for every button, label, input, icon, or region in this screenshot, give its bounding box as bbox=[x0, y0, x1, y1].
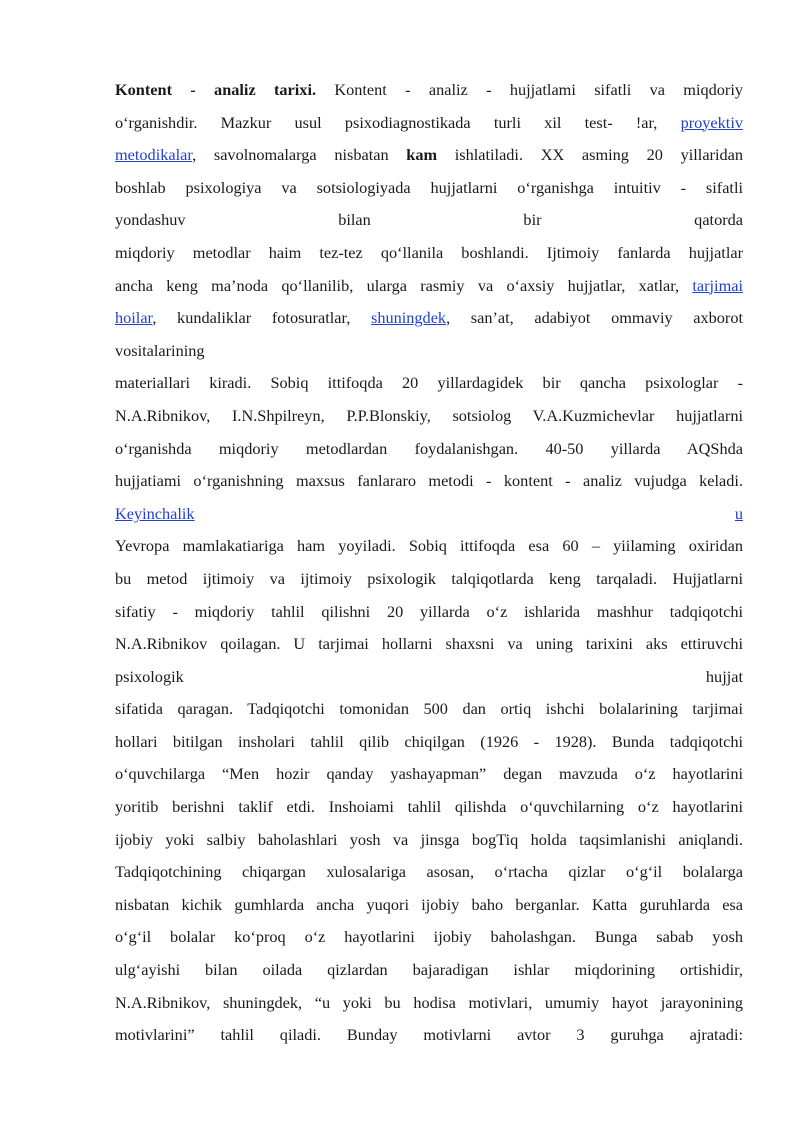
text-line: sifatida qaragan. Tadqiqotchi tomonidan 500 dan ortiq ishchi bolalarining tarjimai bbox=[115, 699, 743, 719]
text-line: ulg‘ayishi bilan oilada qizlardan bajaradigan ishlar miqdorining ortishidir, bbox=[115, 960, 743, 980]
text-line: yoritib berishni taklif etdi. Inshoiami tahlil qilishda o‘quvchilarning o‘z hayotlarini bbox=[115, 797, 743, 817]
link-keyinchalik[interactable]: Keyinchalik bbox=[115, 503, 195, 523]
text-line: yondashuv bilan bir qatorda bbox=[115, 210, 743, 230]
text-line: nisbatan kichik gumhlarda ancha yuqori ijobiy baho berganlar. Katta guruhlarda esa bbox=[115, 894, 743, 914]
text-line: hollari bitilgan insholari tahlil qilib chiqilgan (1926 - 1928). Bunda tadqiqotchi bbox=[115, 731, 743, 751]
link-shuningdek[interactable]: shuningdek bbox=[370, 308, 447, 328]
text-line: o‘quvchilarga “Men hozir qanday yashayapman” degan mavzuda o‘z hayotlarini bbox=[115, 764, 743, 784]
text-line: N.A.Ribnikov, shuningdek, “u yoki bu hodisa motivlari, umumiy hayot jarayonining bbox=[115, 992, 743, 1012]
text-line: boshlab psixologiya va sotsiologiyada hujjatlarni o‘rganishga intuitiv - sifatli bbox=[115, 177, 743, 197]
link-tarjimai[interactable]: tarjimai bbox=[692, 275, 743, 295]
link-metodikalar[interactable]: metodikalar bbox=[115, 145, 193, 165]
text-line: bu metod ijtimoiy va ijtimoiy psixologik talqiqotlarda keng tarqaladi. Hujjatlarni bbox=[115, 568, 743, 588]
text-line: metodikalar, savolnomalarga nisbatan kam ishlatiladi. XX asming 20 yillaridan bbox=[115, 145, 743, 165]
section-heading: Kontent - analiz tarixi. bbox=[115, 80, 317, 99]
text-line: ijobiy yoki salbiy baholashlari yosh va jinsga bogTiq holda taqsimlanishi aniqlandi. bbox=[115, 829, 743, 849]
text-line: hujjatiami o‘rganishning maxsus fanlararo metodi - kontent - analiz vujudga keladi. bbox=[115, 471, 743, 491]
text-line: ancha keng ma’noda qo‘llanilib, ularga rasmiy va o‘axsiy hujjatlar, xatlar, tarjimai bbox=[115, 275, 743, 295]
text-line: o‘rganishdir. Mazkur usul psixodiagnostikada turli xil test- !ar, proyektiv bbox=[115, 112, 743, 132]
text-line: Tadqiqotchining chiqargan xulosalariga asosan, o‘rtacha qizlar o‘g‘il bolalarga bbox=[115, 862, 743, 882]
text-line: Yevropa mamlakatiariga ham yoyiladi. Sobiq ittifoqda esa 60 – yiilaming oxiridan bbox=[115, 536, 743, 556]
text-line: o‘rganishda miqdoriy metodlardan foydalanishgan. 40-50 yillarda AQShda bbox=[115, 438, 743, 458]
text-line: vositalarining bbox=[115, 340, 205, 360]
text-line: sifatiy - miqdoriy tahlil qilishni 20 yillarda o‘z ishlarida mashhur tadqiqotchi bbox=[115, 601, 743, 621]
text-line bbox=[115, 498, 743, 531]
document-page bbox=[115, 74, 743, 1052]
text-line: miqdoriy metodlar haim tez-tez qo‘llanila boshlandi. Ijtimoiy fanlarda hujjatlar bbox=[115, 242, 743, 262]
text-line: Kontent - analiz tarixi. Kontent - analiz - hujjatlami sifatli va miqdoriy bbox=[115, 80, 743, 99]
text-line: materiallari kiradi. Sobiq ittifoqda 20 yillardagidek bir qancha psixologlar - bbox=[115, 373, 743, 393]
text-line: N.A.Ribnikov, I.N.Shpilreyn, P.P.Blonskiy, sotsiolog V.A.Kuzmichevlar hujjatlarni bbox=[115, 405, 743, 425]
text-line: hoilar, kundaliklar fotosuratlar, shuningdek, san’at, adabiyot ommaviy axborot bbox=[115, 308, 743, 328]
text-line: psixologik hujjat bbox=[115, 666, 743, 686]
link-hoilar[interactable]: hoilar bbox=[115, 308, 153, 328]
link-u[interactable]: u bbox=[734, 503, 743, 523]
text-line: motivlarini” tahlil qiladi. Bunday motivlarni avtor 3 guruhga ajratadi: bbox=[115, 1025, 743, 1045]
bold-word: kam bbox=[406, 145, 438, 165]
text-line: N.A.Ribnikov qoilagan. U tarjimai hollarni shaxsni va uning tarixini aks ettiruvchi bbox=[115, 634, 743, 654]
text-line: o‘g‘il bolalar ko‘proq o‘z hayotlarini ijobiy baholashgan. Bunga sabab yosh bbox=[115, 927, 743, 947]
link-proyektiv[interactable]: proyektiv bbox=[680, 112, 743, 132]
